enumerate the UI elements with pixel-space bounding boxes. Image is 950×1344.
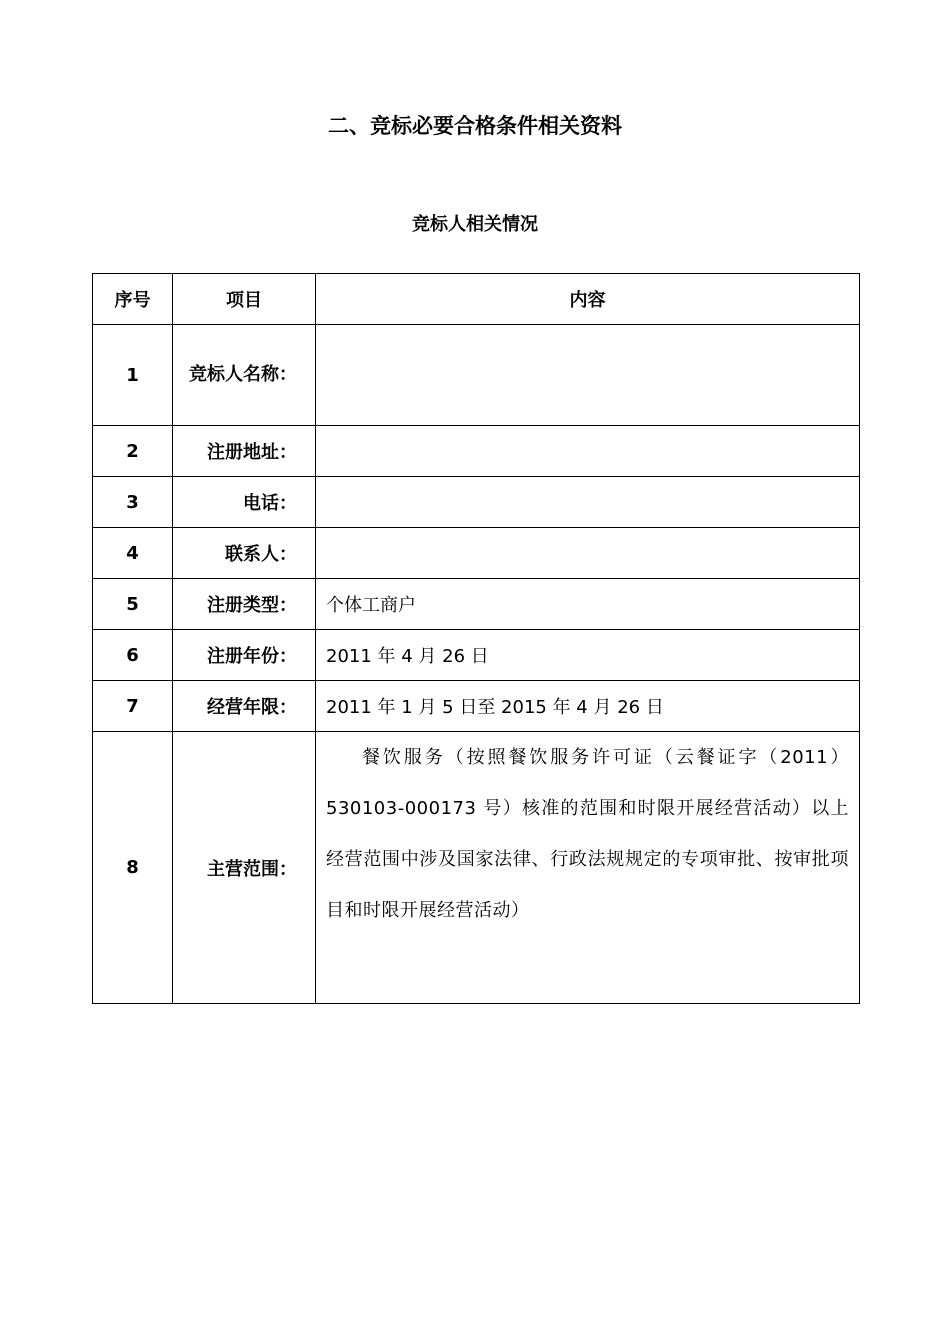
row-number: 8 [93, 732, 173, 1004]
row-content [316, 426, 860, 477]
document-title: 二、竞标必要合格条件相关资料 [328, 114, 622, 138]
table-row [93, 630, 860, 681]
table-row [93, 426, 860, 477]
row-label [173, 325, 316, 426]
row-number: 2 [93, 426, 173, 477]
table-row [93, 325, 860, 426]
row-content: 个体工商户 [316, 579, 860, 630]
header-item: 项目 [173, 274, 316, 325]
row-content [316, 477, 860, 528]
row-label: 主营范围： [173, 732, 316, 1004]
table-header-row [93, 274, 860, 325]
row-number: 3 [93, 477, 173, 528]
header-content: 内容 [316, 274, 860, 325]
header-no: 序号 [93, 274, 173, 325]
business-scope-text: 餐饮服务（按照餐饮服务许可证（云餐证字（2011）530103-000173 号）核准的范围和时限开展经营活动）以上经营范围中涉及国家法律、行政法规规定的专项审批、按审批项目和时限开展经营活动） [326, 747, 849, 921]
row-number: 1 [93, 325, 173, 426]
row-number: 7 [93, 681, 173, 732]
row-content: 2011 年 4 月 26 日 [316, 630, 860, 681]
table-caption: 竞标人相关情况 [412, 214, 538, 235]
row-content: 2011 年 1 月 5 日至 2015 年 4 月 26 日 [316, 681, 860, 732]
row-number: 4 [93, 528, 173, 579]
table-row [93, 732, 860, 1004]
table-row [93, 477, 860, 528]
row-label: 注册类型： [173, 579, 316, 630]
table-row [93, 681, 860, 732]
row-label: 经营年限： [173, 681, 316, 732]
bidder-info-table [92, 273, 860, 1004]
row-label: 注册地址： [173, 426, 316, 477]
row-number: 6 [93, 630, 173, 681]
row-number: 5 [93, 579, 173, 630]
row-label-text: 竞标人名称： [189, 364, 297, 385]
row-content [316, 528, 860, 579]
row-content [316, 325, 860, 426]
row-content [316, 732, 860, 1004]
table-row [93, 579, 860, 630]
row-label: 电话： [173, 477, 316, 528]
table-row [93, 528, 860, 579]
row-label: 联系人： [173, 528, 316, 579]
row-label: 注册年份： [173, 630, 316, 681]
